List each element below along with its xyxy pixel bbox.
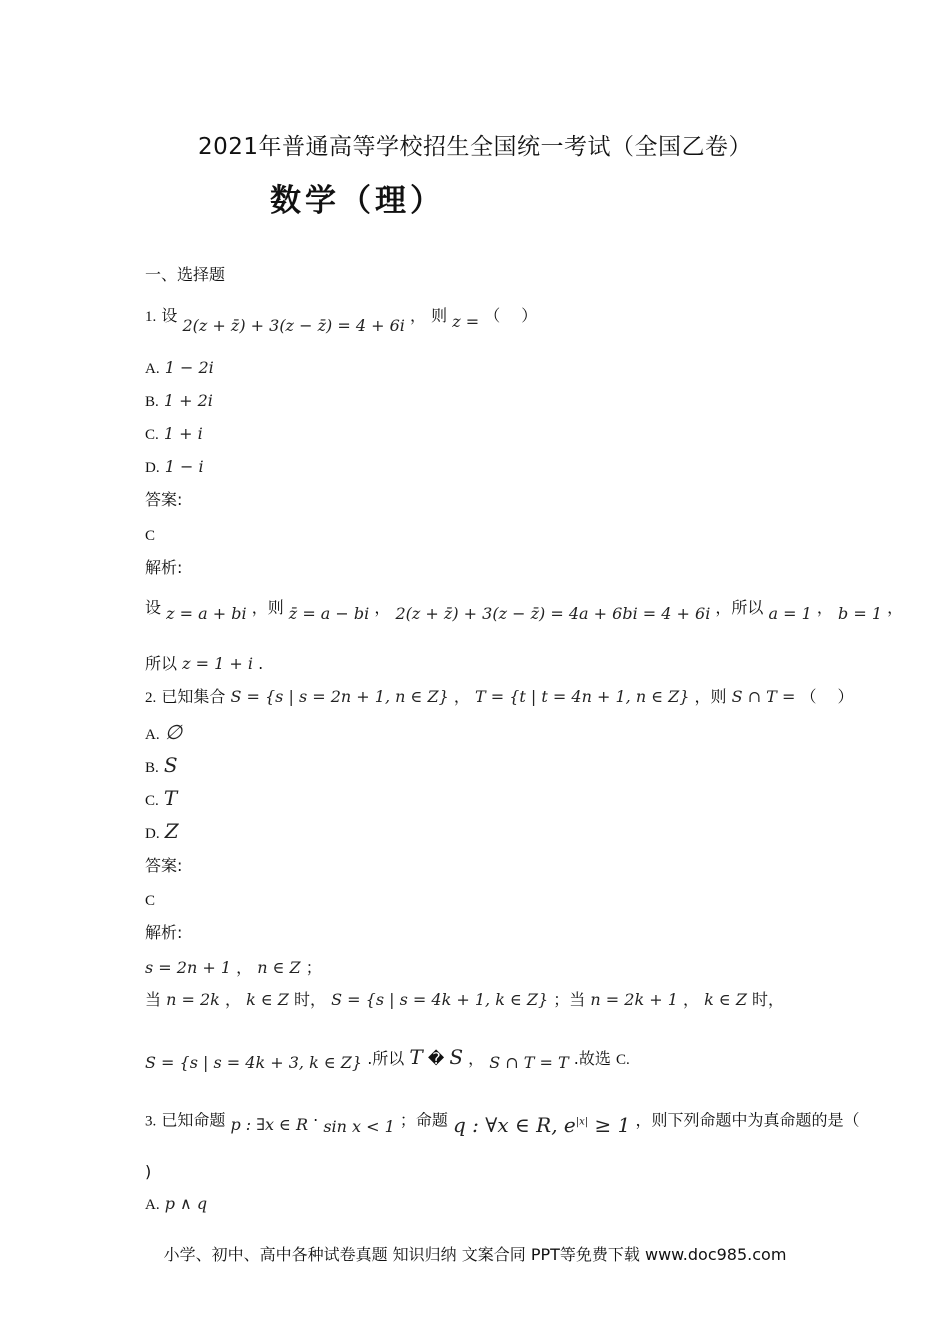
math-expression: n = 2k <box>166 990 220 1009</box>
solution-text: ，则 <box>251 598 284 617</box>
answer-parentheses: （ ） <box>484 306 538 325</box>
math-expression: S ∩ T = <box>731 687 796 706</box>
answer-parentheses: （ ） <box>800 687 854 706</box>
question-number: 2. <box>145 690 157 706</box>
option-c <box>145 787 177 812</box>
math-expression: a = 1 <box>768 604 812 623</box>
punctuation: ， <box>887 598 904 617</box>
solution-text: ，所以 <box>715 598 764 617</box>
math-expression: z̄ = a − bi <box>288 604 370 623</box>
punctuation: ； <box>305 958 322 977</box>
solution-line <box>145 597 904 623</box>
math-expression: T = {t | t = 4n + 1, n ∈ Z} <box>474 687 690 706</box>
option-value: ∅ <box>164 720 183 744</box>
option-value: 1 − i <box>164 457 204 476</box>
math-expression: z = 1 + i <box>182 654 253 673</box>
question-text: 则 <box>431 306 448 325</box>
answer-label: 答案: <box>145 490 183 509</box>
math-part: q : ∀x ∈ R, e <box>453 1112 576 1137</box>
math-expression: 2(z + z̄) + 3(z − z̄) = 4 + 6i <box>182 316 405 335</box>
punctuation: ， <box>409 306 426 325</box>
math-superscript: |x| <box>575 1116 589 1127</box>
question-text: 设 <box>161 306 178 325</box>
math-expression: n = 2k + 1 <box>590 990 678 1009</box>
option-value: S <box>163 753 178 777</box>
option-value: T <box>163 786 178 810</box>
option-d <box>145 820 179 845</box>
math-expression: s = 2n + 1 <box>145 958 232 977</box>
question-text: ，则 <box>694 687 727 706</box>
question-text: ，则下列命题中为真命题的是（ <box>635 1110 860 1130</box>
option-value: 1 + i <box>163 424 203 443</box>
math-expression: sin x < 1 <box>323 1116 395 1136</box>
punctuation: ， <box>374 598 391 617</box>
math-expression: n ∈ Z <box>257 958 301 977</box>
option-label: C. <box>145 793 159 809</box>
option-label: A. <box>145 727 160 743</box>
solution-line <box>145 989 784 1011</box>
question-text: 已知命题 <box>161 1110 226 1130</box>
solution-text: 时， <box>294 990 327 1009</box>
option-label: D. <box>145 826 160 842</box>
question-number: 3. <box>145 1113 157 1130</box>
option-value: p ∧ q <box>164 1194 208 1213</box>
option-label: C. <box>145 427 159 443</box>
question-3 <box>145 1105 860 1137</box>
option-label: B. <box>145 394 159 410</box>
analysis-label: 解析: <box>145 558 183 577</box>
math-symbol: T <box>409 1045 423 1069</box>
answer-label: 答案: <box>145 856 183 875</box>
option-d <box>145 456 204 479</box>
option-value: 1 − 2i <box>164 358 214 377</box>
footer-note: 小学、初中、高中各种试卷真题 知识归纳 文案合同 PPT等免费下载 www.doc985.com <box>163 1245 787 1264</box>
option-b <box>145 754 178 779</box>
math-expression: z = a + bi <box>166 604 247 623</box>
option-label: A. <box>145 361 160 377</box>
question-number: 1. <box>145 309 157 325</box>
solution-text: 设 <box>145 598 162 617</box>
solution-line <box>145 653 263 675</box>
math-part: ≥ 1 <box>588 1112 631 1137</box>
solution-line <box>145 1046 630 1071</box>
question-1 <box>145 305 538 335</box>
solution-text: .所以 <box>367 1049 405 1068</box>
punctuation: . <box>258 654 264 673</box>
missing-glyph: � <box>427 1049 445 1068</box>
option-a <box>145 357 214 380</box>
option-c <box>145 423 203 446</box>
math-expression: k ∈ Z <box>246 990 289 1009</box>
punctuation: ， <box>683 990 700 1009</box>
solution-text: 所以 <box>145 654 178 673</box>
punctuation: ， <box>468 1049 485 1068</box>
punctuation: ， <box>224 990 241 1009</box>
option-a <box>145 721 182 746</box>
math-symbol: S <box>449 1045 464 1069</box>
option-value: 1 + 2i <box>163 391 213 410</box>
section-heading: 一、选择题 <box>145 265 226 284</box>
question-2 <box>145 686 854 709</box>
answer-value: C <box>145 893 156 909</box>
exam-subject: 数学（理） <box>270 183 445 219</box>
option-label: B. <box>145 760 159 776</box>
math-expression: 2(z + z̄) + 3(z − z̄) = 4a + 6bi = 4 + 6i <box>395 604 711 623</box>
math-expression: z = <box>452 312 480 331</box>
question-3-close: ) <box>145 1162 152 1181</box>
solution-line <box>145 957 322 979</box>
math-expression <box>453 1113 630 1137</box>
option-label: A. <box>145 1197 160 1213</box>
question-text: 已知集合 <box>161 687 226 706</box>
math-expression: S = {s | s = 4k + 3, k ∈ Z} <box>145 1053 363 1072</box>
math-expression: p : ∃x ∈ R <box>230 1114 309 1134</box>
math-expression: k ∈ Z <box>704 990 747 1009</box>
solution-text: C. <box>615 1052 630 1068</box>
solution-text: 时， <box>752 990 785 1009</box>
answer-value: C <box>145 528 156 544</box>
punctuation: ， <box>453 687 470 706</box>
analysis-label: 解析: <box>145 923 183 942</box>
option-label: D. <box>145 460 160 476</box>
solution-text: 当 <box>145 990 162 1009</box>
math-expression: S = {s | s = 4k + 1, k ∈ Z} <box>331 990 549 1009</box>
solution-text: .故选 <box>573 1049 611 1068</box>
punctuation: · <box>313 1110 319 1130</box>
punctuation: ， <box>236 958 253 977</box>
math-expression: S = {s | s = 2n + 1, n ∈ Z} <box>230 687 449 706</box>
option-b <box>145 390 213 413</box>
option-a <box>145 1193 207 1216</box>
question-text: ；命题 <box>399 1110 448 1130</box>
option-value: Z <box>164 819 179 843</box>
math-expression: b = 1 <box>838 604 883 623</box>
math-expression: S ∩ T = T <box>489 1053 569 1072</box>
solution-text: ；当 <box>553 990 586 1009</box>
punctuation: ， <box>816 598 833 617</box>
exam-title: 2021年普通高等学校招生全国统一考试（全国乙卷） <box>197 134 753 160</box>
